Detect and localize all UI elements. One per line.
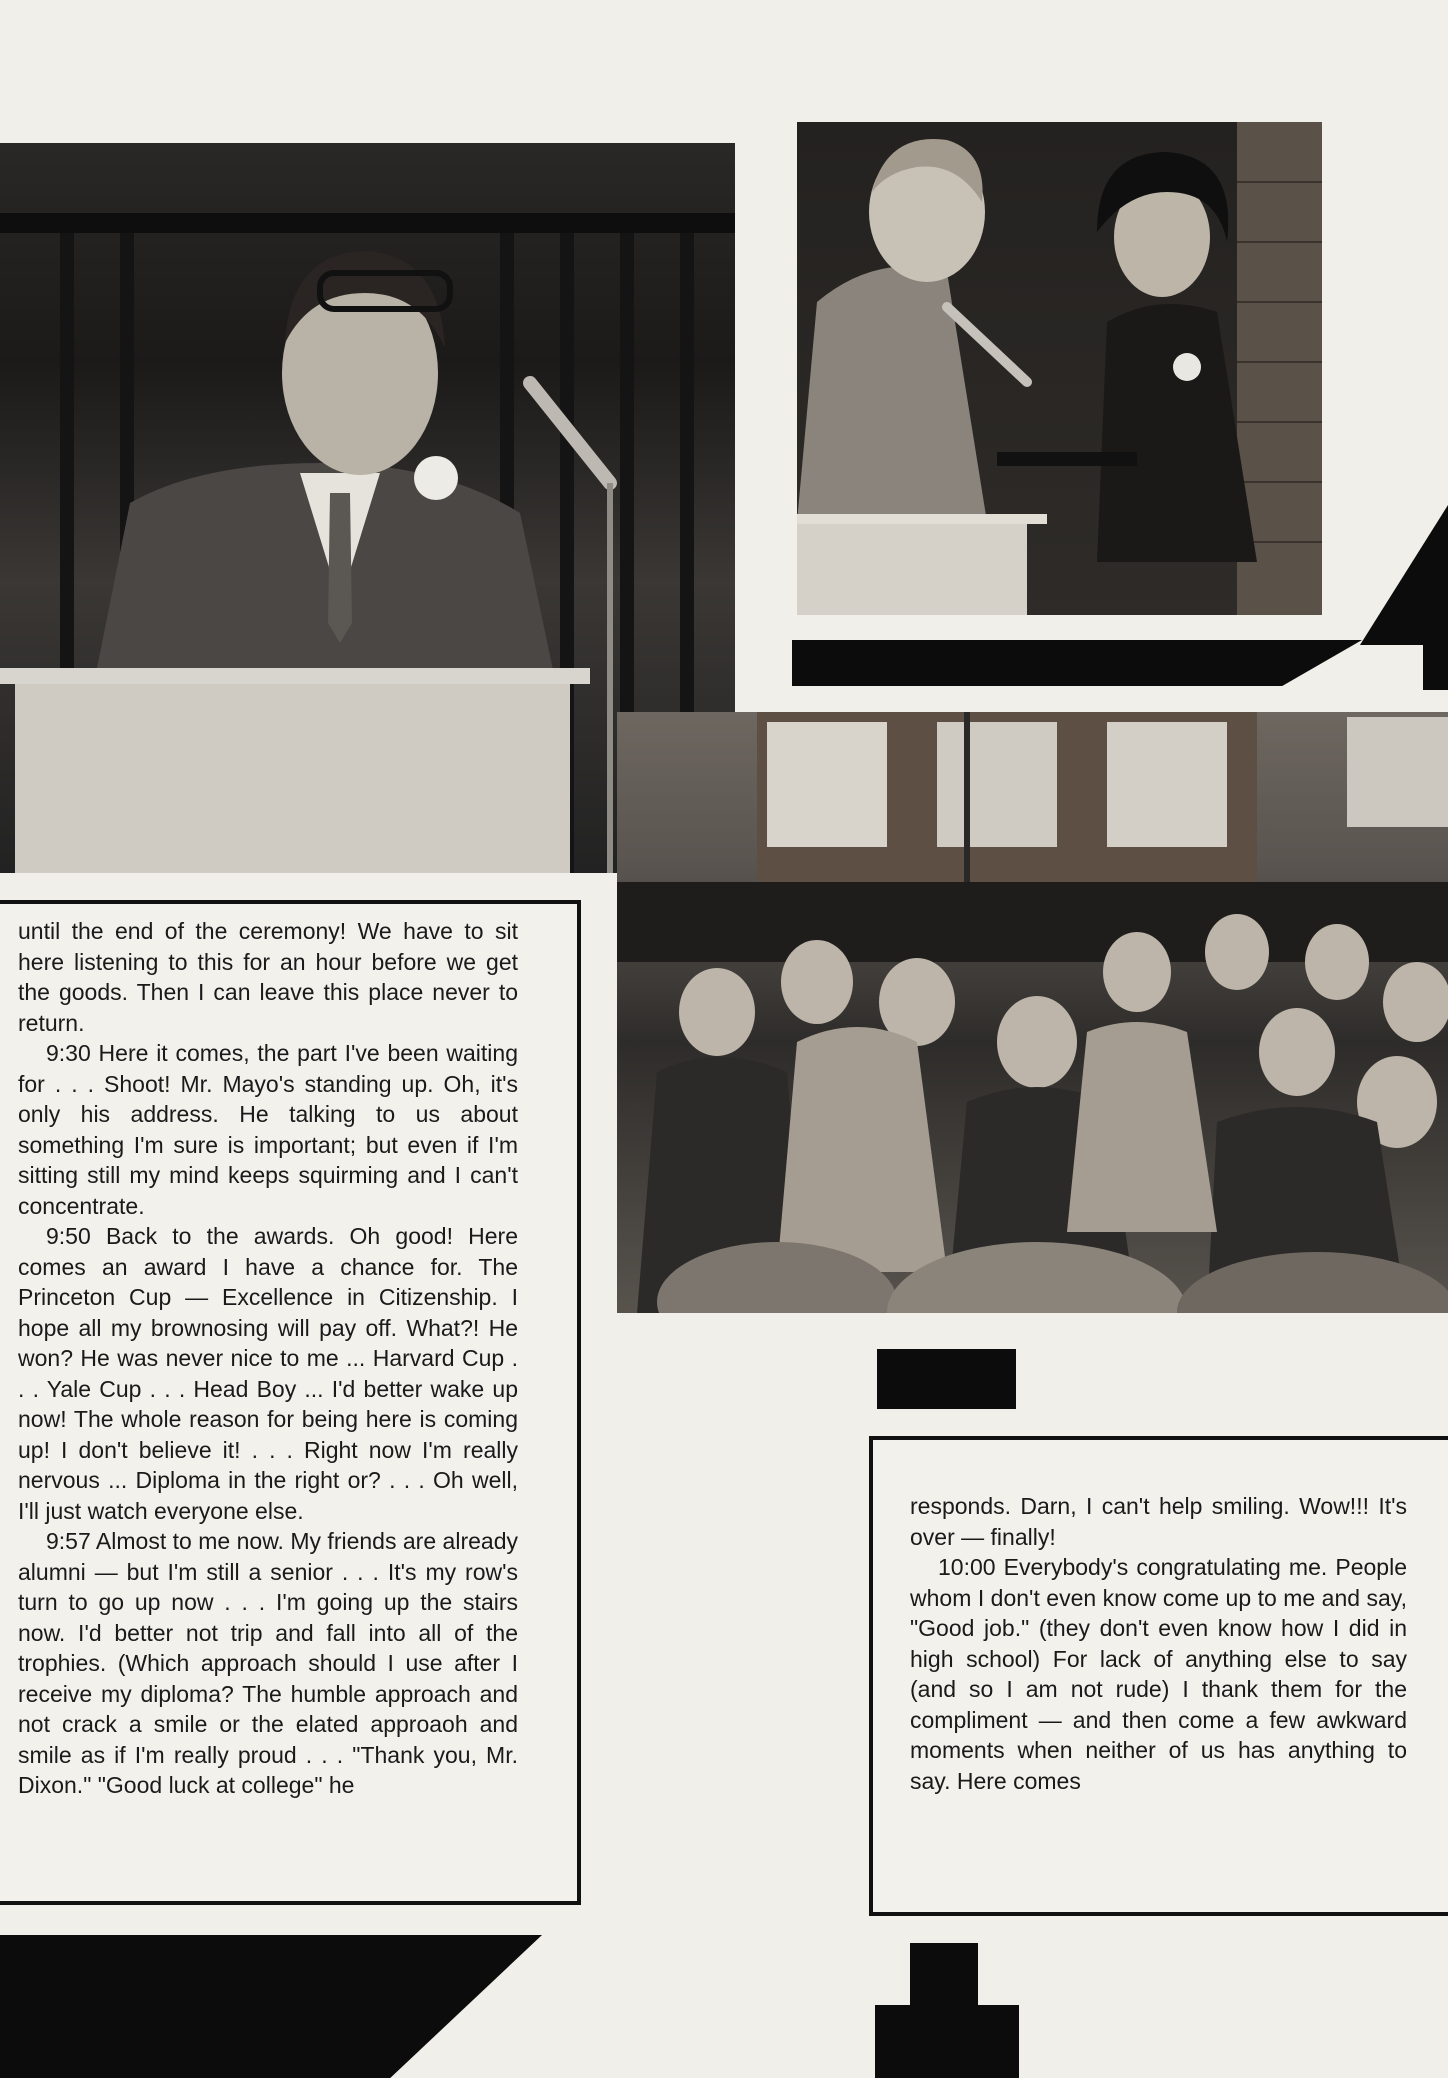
paragraph: 10:00 Everybody's congratulating me. People whom I don't even know come up to me and say, "Good job." (they don't even know how I did in high school) For lack of anything else to say (and so I am not rude) I thank them for the compliment — and then come a few awkward moments when neither of us has anything to say. Here comes: [910, 1554, 1407, 1794]
article-column-left: [18, 916, 518, 1801]
paragraph: 9:30 Here it comes, the part I've been waiting for . . . Shoot! Mr. Mayo's standing up. Oh, it's only his address. He talking to us about something I'm sure is important; but even if I'm sitting still my mind keeps squirming and I can't concentrate.: [18, 1040, 518, 1219]
article-column-right: [910, 1491, 1407, 1796]
black-bar-middle: [877, 1349, 1016, 1409]
black-base-bottom: [875, 2005, 1019, 2078]
graduates-illustration: [617, 712, 1448, 1313]
black-wedge-bottom-left: [0, 1935, 542, 2078]
paragraph: responds. Darn, I can't help smiling. Wow!!! It's over — finally!: [910, 1493, 1407, 1550]
paragraph: until the end of the ceremony! We have to sit here listening to this for an hour before we get the goods. Then I can leave this place never to return.: [18, 918, 518, 1036]
handshake-illustration: [797, 122, 1322, 615]
frame-corner-top-right: [792, 640, 1362, 686]
paragraph: 9:50 Back to the awards. Oh good! Here comes an award I have a chance for. The Princeton Cup — Excellence in Citizenship. I hope all my brownosing will pay off. What?! He won? He was never nice to me ... Harvard Cup . . . Yale Cup . . . Head Boy ... I'd better wake up now! The whole reason for being here is coming up! I don't believe it! . . . Right now I'm really nervous ... Diploma in the right or? . . . Oh well, I'll just watch everyone else.: [18, 1223, 518, 1524]
photo-seated-graduates: [617, 712, 1448, 1313]
frame-edge-top-right: [1423, 615, 1448, 690]
photo-diploma-handshake: [797, 122, 1322, 615]
paragraph: 9:57 Almost to me now. My friends are already alumni — but I'm still a senior . . . It's my row's turn to go up now . . . I'm going up the stairs now. I'd better not trip and fall into all of the trophies. (Which approach should I use after I receive my diploma? The humble approach and not crack a smile or the elated approaoh and smile as if I'm really proud . . . "Thank you, Mr. Dixon." "Good luck at college" he: [18, 1528, 518, 1798]
